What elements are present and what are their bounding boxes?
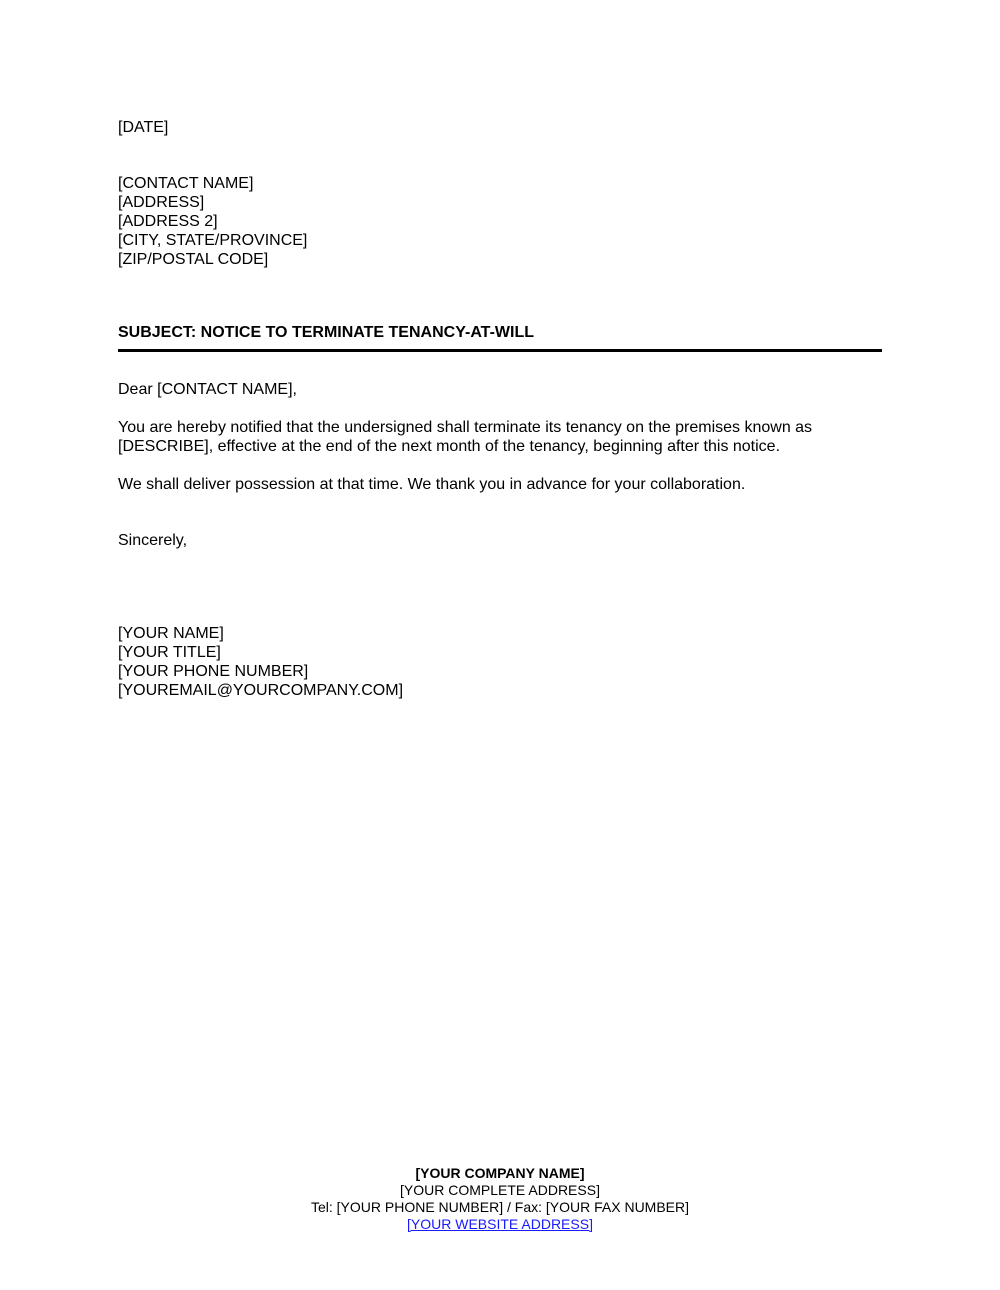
signature-phone: [YOUR PHONE NUMBER] [118, 663, 309, 680]
recipient-city-state: [CITY, STATE/PROVINCE] [118, 232, 308, 249]
subject-divider [118, 349, 882, 352]
footer-contact: Tel: [YOUR PHONE NUMBER] / Fax: [YOUR FAX NUMBER] [310, 1199, 690, 1215]
signature-name: [YOUR NAME] [118, 625, 224, 642]
letter-date: [DATE] [118, 119, 169, 136]
salutation: Dear [CONTACT NAME], [118, 381, 297, 398]
body-paragraph-1-line-1: You are hereby notified that the undersigned shall terminate its tenancy on the premises known as [118, 419, 813, 436]
footer-website-link[interactable]: [YOUR WEBSITE ADDRESS] [407, 1216, 593, 1232]
recipient-address: [ADDRESS] [118, 194, 205, 211]
body-paragraph-2: We shall deliver possession at that time. We thank you in advance for your collaboration. [118, 476, 746, 493]
signature-title: [YOUR TITLE] [118, 644, 221, 661]
footer-company-name: [YOUR COMPANY NAME] [415, 1165, 585, 1181]
recipient-zip: [ZIP/POSTAL CODE] [118, 251, 269, 268]
letter-subject: SUBJECT: NOTICE TO TERMINATE TENANCY-AT-WILL [118, 324, 534, 341]
footer-address: [YOUR COMPLETE ADDRESS] [400, 1182, 600, 1198]
body-paragraph-1-line-2: [DESCRIBE], effective at the end of the next month of the tenancy, beginning after this notice. [118, 438, 781, 455]
closing: Sincerely, [118, 532, 188, 549]
signature-email: [YOUREMAIL@YOURCOMPANY.COM] [118, 682, 404, 699]
recipient-address-2: [ADDRESS 2] [118, 213, 218, 230]
recipient-contact-name: [CONTACT NAME] [118, 175, 254, 192]
footer-website-row [0, 1216, 1000, 1233]
